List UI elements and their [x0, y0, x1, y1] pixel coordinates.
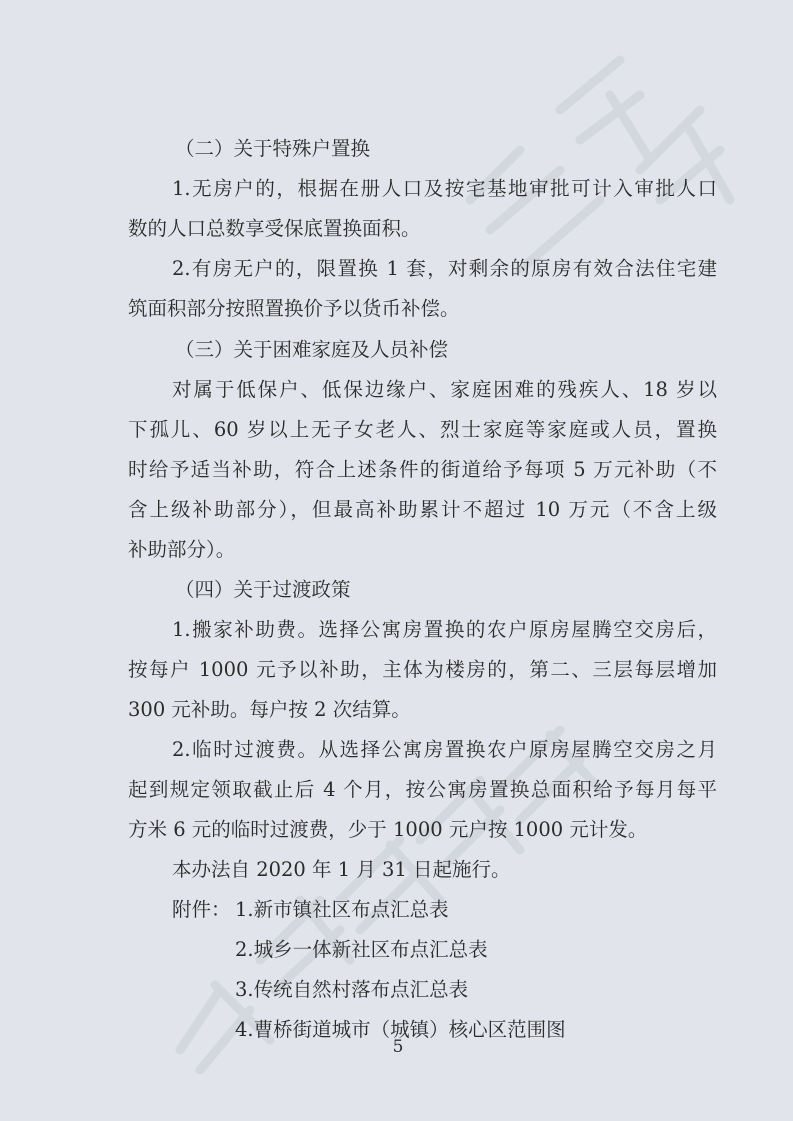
special-item1-line1: 1.无房户的，根据在册人口及按宅基地审批可计入审批人口: [172, 177, 717, 200]
special-item2-line2: 筑面积部分按照置换价予以货币补偿。: [128, 297, 460, 320]
attachment-item-4: 4.曹桥街道城市（城镇）核心区范围图: [235, 1018, 566, 1041]
section-transition-heading: （四）关于过渡政策: [175, 578, 351, 601]
attachment-item-2: 2.城乡一体新社区布点汇总表: [235, 938, 488, 961]
transition-item2-line1: 2.临时过渡费。从选择公寓房置换农户原房屋腾空交房之月: [172, 738, 717, 761]
attachment-item-3: 3.传统自然村落布点汇总表: [235, 978, 469, 1001]
page-number: 5: [392, 1037, 404, 1057]
section-difficult-heading: （三）关于困难家庭及人员补偿: [175, 338, 449, 361]
difficult-line1: 对属于低保户、低保边缘户、家庭困难的残疾人、18 岁以: [172, 378, 717, 401]
special-item2-line1: 2.有房无户的，限置换 1 套，对剩余的原房有效合法住宅建: [172, 257, 717, 280]
attachment-item-1: 1.新市镇社区布点汇总表: [235, 898, 449, 921]
transition-item1-line3: 300 元补助。每户按 2 次结算。: [128, 698, 411, 721]
transition-item1-line1: 1.搬家补助费。选择公寓房置换的农户原房屋腾空交房后，: [172, 618, 717, 641]
attachments-label: 附件：: [172, 898, 231, 921]
effective-date: 本办法自 2020 年 1 月 31 日起施行。: [172, 858, 511, 881]
difficult-line5: 补助部分）。: [128, 538, 236, 561]
difficult-line4: 含上级补助部分），但最高补助累计不超过 10 万元（不含上级: [128, 498, 717, 521]
special-item1-line2: 数的人口总数享受保底置换面积。: [128, 217, 421, 240]
transition-item2-line2: 起到规定领取截止后 4 个月，按公寓房置换总面积给予每月每平: [128, 778, 717, 801]
transition-item1-line2: 按每户 1000 元予以补助，主体为楼房的，第二、三层每层增加: [128, 658, 717, 681]
difficult-line3: 时给予适当补助，符合上述条件的街道给予每项 5 万元补助（不: [128, 458, 717, 481]
transition-item2-line3: 方米 6 元的临时过渡费，少于 1000 元户按 1000 元计发。: [128, 818, 648, 841]
difficult-line2: 下孤儿、60 岁以上无子女老人、烈士家庭等家庭或人员，置换: [128, 418, 717, 441]
section-special-heading: （二）关于特殊户置换: [175, 137, 371, 160]
